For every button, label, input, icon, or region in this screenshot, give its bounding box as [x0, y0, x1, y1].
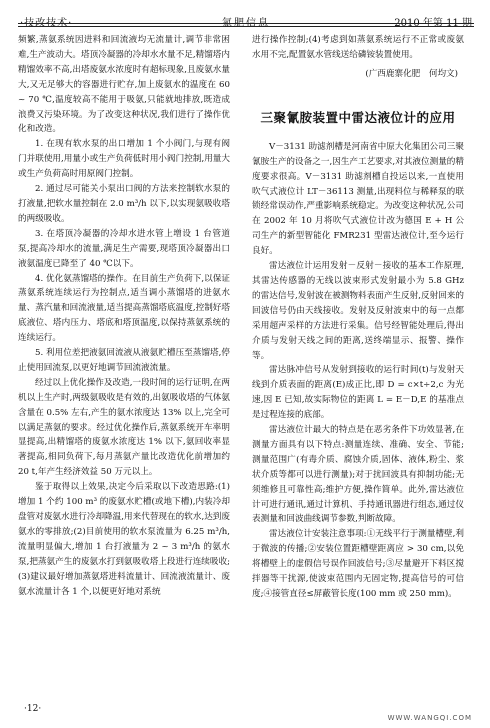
- paragraph: 2. 通过尽可能关小泵出口阀的方法来控制软水泵的打液量,把软水量控制在 2.0 m³/h 以下,以实现氨吸收塔的两级吸收。: [18, 184, 230, 224]
- article-body: [252, 140, 464, 602]
- paragraph: 进行操作控制;(4)考虑到如蒸氨系统运行不正常或废氨水用不完,配置氨水管线送给磷铵装置使用。: [252, 35, 464, 60]
- page-number: ·12·: [24, 704, 42, 714]
- paragraph: 经过以上优化操作及改造,一段时间的运行证明,在两机以上生产时,两级氨吸收是有效的,出氨吸收塔的气体氨含量在 0.5% 左右,产生的氨水浓度达 13% 以上,完全可以满足蒸氨的要求。经过优化操作后,蒸氨系统开车率明显提高,出精馏塔的废氨水浓度达 1% 以下,氨回收率显著提高,相同负荷下,每月蒸氨产量比改造优化前增加约 20 t,年产生经济效益 50 万元以上。: [18, 377, 231, 478]
- paragraph: 雷达脉冲信号从发射到接收的运行时间(t)与发射天线到介质表面的距离(E)成正比,即 D = c×t÷2,c 为光速,因 E 已知,故实际物位的距离 L = E－D,E 的基准点是过程连接的底部。: [252, 365, 464, 421]
- previous-article-end: [252, 33, 464, 63]
- paragraph: V－3131 助滤剂槽是河南省中原大化集团公司三聚氰胺生产的设备之一,因生产工艺要求,对其液位测量的精度要求很高。V－3131 助滤剂槽自投运以来,一直使用吹气式液位计 LT－36113 测量,出现料位与稀释泵的联锁经常误动作,严重影响系统稳定。为改变这种状况,公司在 2002 年 10 月将吹气式液位计改为德国 E + H 公司生产的新型智能化 FMR231 型雷达液位计,至今运行良好。: [252, 141, 464, 257]
- paragraph: 鉴于取得以上效果,决定今后采取以下改造思路:(1)增加 1 个约 100 m³ 的废氨水贮槽(或地下槽),内装冷却盘管对废氨水进行冷却降温,用来代替现在的软水,达到废氨水的零排放;(2)目前使用的软水泵流量为 6.25 m³/h,流量明显偏大,增加 1 台打液量为 2 ~ 3 m³/h 的氨水泵,把蒸氨产生的废氨水打到氨吸收塔上段进行连续吸收;(3)建议最好增加蒸氨塔进料流量计、回流液流量计、废氨水流量计各 1 个,以便更好地对系统: [18, 482, 230, 597]
- paragraph: 3. 在塔顶冷凝器的冷却水进水管上增设 1 台管道泵,提高冷却水的流量,满足生产需要,现塔顶冷凝器出口液氨温度已降至了 40 ℃以下。: [18, 228, 230, 269]
- journal-name: 氮肥信息: [222, 18, 270, 29]
- paragraph: 1. 在现有软水泵的出口增加 1 个小阀门,与现有阀门并联使用,用量小或生产负荷低时用小阀门控制,用量大或生产负荷高时用原阀门控制。: [18, 139, 230, 180]
- paragraph: 雷达液位计运用发射－反射－接收的基本工作原理,其雷达传感器的无线以波束形式发射最小为 5.8 GHz 的雷达信号,发射波在被测物料表面产生反射,反射回来的回波信号仍由天线接收。发射及反射波束中的每一点都采用超声采样的方法进行采集。信号经智能处理后,得出介质与发射天线之间的距离,送终端显示、报警、操作等。: [252, 261, 464, 361]
- left-column: [18, 33, 230, 599]
- section-label: ·技改技术·: [20, 18, 73, 29]
- paragraph: 4. 优化氨蒸馏塔的操作。在目前生产负荷下,以保证蒸氨系统连续运行为控制点,适当调小蒸馏塔的进氨水量、蒸汽量和回流液量,适当提高蒸馏塔底温度,控制好塔底液位、塔内压力、塔底和塔顶温度,以保持蒸氨系统的连续运行。: [18, 273, 230, 344]
- right-column: [252, 33, 464, 602]
- header-rule: [18, 23, 474, 24]
- author-signature: (广西鹿寨化肥 何均文): [365, 68, 458, 79]
- issue-label: 2010 年第 11 期: [394, 18, 472, 29]
- paragraph: 频繁,蒸氨系统因进料和回流液均无流量计,调节非常困难,生产波动大。塔顶冷凝器的冷却水水量不足,精馏塔内精馏效率不高,出塔废氨水浓度时有超标现象,且废氨水量大,又无足够大的容器进行贮存,加上废氨水的温度在 60 ~ 70 ℃,温度较高不能用于吸氨,只能就地排放,既造成浪费又污染环境。为了改变这种状况,我们进行了操作优化和改造。: [18, 35, 230, 135]
- article-title: 三聚氰胺装置中雷达液位计的应用: [260, 109, 456, 125]
- paragraph: 5. 利用位差把液氨回流液从液氨贮槽压至蒸馏塔,停止使用回流泵,以更好地调节回流液流量。: [18, 348, 230, 373]
- paragraph: 雷达液位计最大的特点是在恶劣条件下功效显著,在测量方面具有以下特点:测量连续、准确、安全、节能;测量范围广(有毒介质、腐蚀介质,固体、液体,粉尘、浆状介质等都可以进行测量);对于扰回波具有抑制功能;无须维修且可靠性高;维护方便,操作简单。此外,雷达液位计可进行通讯,通过计算机、手持通讯器进行组态,通过仪表测量和回波曲线调节参数,判断故障。: [252, 425, 464, 525]
- paragraph: 雷达液位计安装注意事项:①无线平行于测量槽壁,利于微波的传播;②安装位置距槽壁距离应 > 30 cm,以免将槽壁上的虚假信号误作回波信号;③尽量避开下料区搅拌器等干扰源,使波束范围内无固定物,提高信号的可信度;④接管直径≤屏蔽管长度(100 mm 或 250 mm)。: [252, 529, 464, 599]
- site-watermark: WWW.WANGQI.COM: [387, 714, 472, 722]
- page-header: [18, 6, 474, 28]
- header-rule-thin: [18, 26, 474, 27]
